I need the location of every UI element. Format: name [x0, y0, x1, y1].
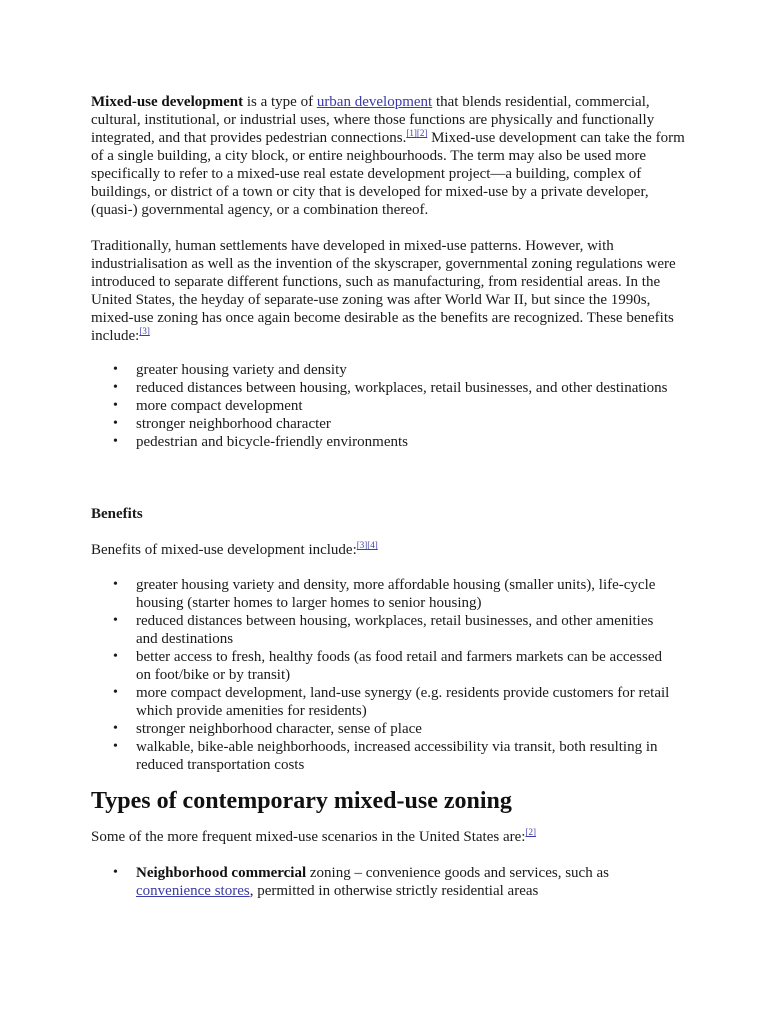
citation-3[interactable]: [3]: [139, 326, 150, 336]
benefits-list: [91, 576, 676, 774]
benefits-intro: [91, 541, 691, 559]
list-item: • greater housing variety and density, more affordable housing (smaller units), life-cycle housing (starter homes to larger homes to senior housing): [91, 576, 676, 612]
type-term: Neighborhood commercial: [136, 865, 307, 881]
citation-group: [525, 827, 536, 837]
link-convenience-stores[interactable]: convenience stores: [136, 883, 250, 899]
types-intro-text: Some of the more frequent mixed-use scenarios in the United States are:: [91, 829, 526, 845]
intro-term: Mixed-use development: [91, 94, 244, 110]
list-item: • pedestrian and bicycle-friendly environments: [91, 433, 681, 451]
intro-paragraph: [91, 93, 691, 219]
list-item: • walkable, bike-able neighborhoods, increased accessibility via transit, both resulting in reduced transportation costs: [91, 738, 676, 774]
citation-1[interactable]: [1]: [406, 128, 417, 138]
type-text-1: zoning – convenience goods and services, such as: [306, 865, 609, 881]
citation-3[interactable]: [3]: [356, 540, 368, 550]
intro-text-3: Mixed-use development can take the form of a single building, a city block, or entire neighbourhoods. The term may also be used more specifically to refer to a mixed-use real estate development project—a building, complex of buildings, or district of a town or city that is developed for mixed-use by a private developer, (quasi-) governmental agency, or a combination thereof.: [91, 130, 685, 218]
benefits-intro-text: Benefits of mixed-use development include:: [91, 542, 357, 558]
type-text-2: , permitted in otherwise strictly residential areas: [249, 883, 539, 899]
types-intro: [91, 828, 691, 846]
citation-group: [139, 326, 150, 336]
benefits-heading: Benefits: [91, 506, 143, 522]
list-item: • reduced distances between housing, workplaces, retail businesses, and other destinations: [91, 379, 681, 397]
list-item: • better access to fresh, healthy foods (as food retail and farmers markets can be accessed on foot/bike or by transit): [91, 648, 676, 684]
citation-group: [406, 128, 427, 138]
list-item: • more compact development, land-use synergy (e.g. residents provide customers for retail which provide amenities for residents): [91, 684, 676, 720]
citation-4[interactable]: [4]: [367, 540, 378, 550]
history-paragraph: [91, 237, 691, 345]
intro-text-1: is a type of: [243, 94, 317, 110]
list-item: • reduced distances between housing, workplaces, retail businesses, and other amenities and destinations: [91, 612, 676, 648]
citation-group: [357, 540, 378, 550]
document-page: [91, 93, 691, 900]
history-benefits-list: [91, 361, 681, 451]
types-heading: Types of contemporary mixed-use zoning: [91, 788, 512, 814]
citation-2[interactable]: [2]: [525, 827, 536, 837]
list-item: • stronger neighborhood character: [91, 415, 681, 433]
types-list: [91, 864, 631, 900]
link-urban-development[interactable]: urban development: [316, 94, 433, 110]
intro-text-2: that blends residential, commercial, cultural, institutional, or industrial uses, where those functions are physically and functionally integrated, and that provides pedestrian connections.: [91, 94, 655, 146]
citation-2[interactable]: [2]: [416, 128, 428, 138]
history-text: Traditionally, human settlements have developed in mixed-use patterns. However, with industrialisation as well as the invention of the skyscraper, governmental zoning regulations were introduced to separate different functions, such as manufacturing, from residential areas. In the United States, the heyday of separate-use zoning was after World War II, but since the 1990s, mixed-use zoning has once again become desirable as the benefits are recognized. These benefits include:: [91, 238, 676, 344]
list-item: • more compact development: [91, 397, 681, 415]
list-item: • greater housing variety and density: [91, 361, 681, 379]
list-item: [91, 864, 631, 900]
list-item: • stronger neighborhood character, sense of place: [91, 720, 676, 738]
